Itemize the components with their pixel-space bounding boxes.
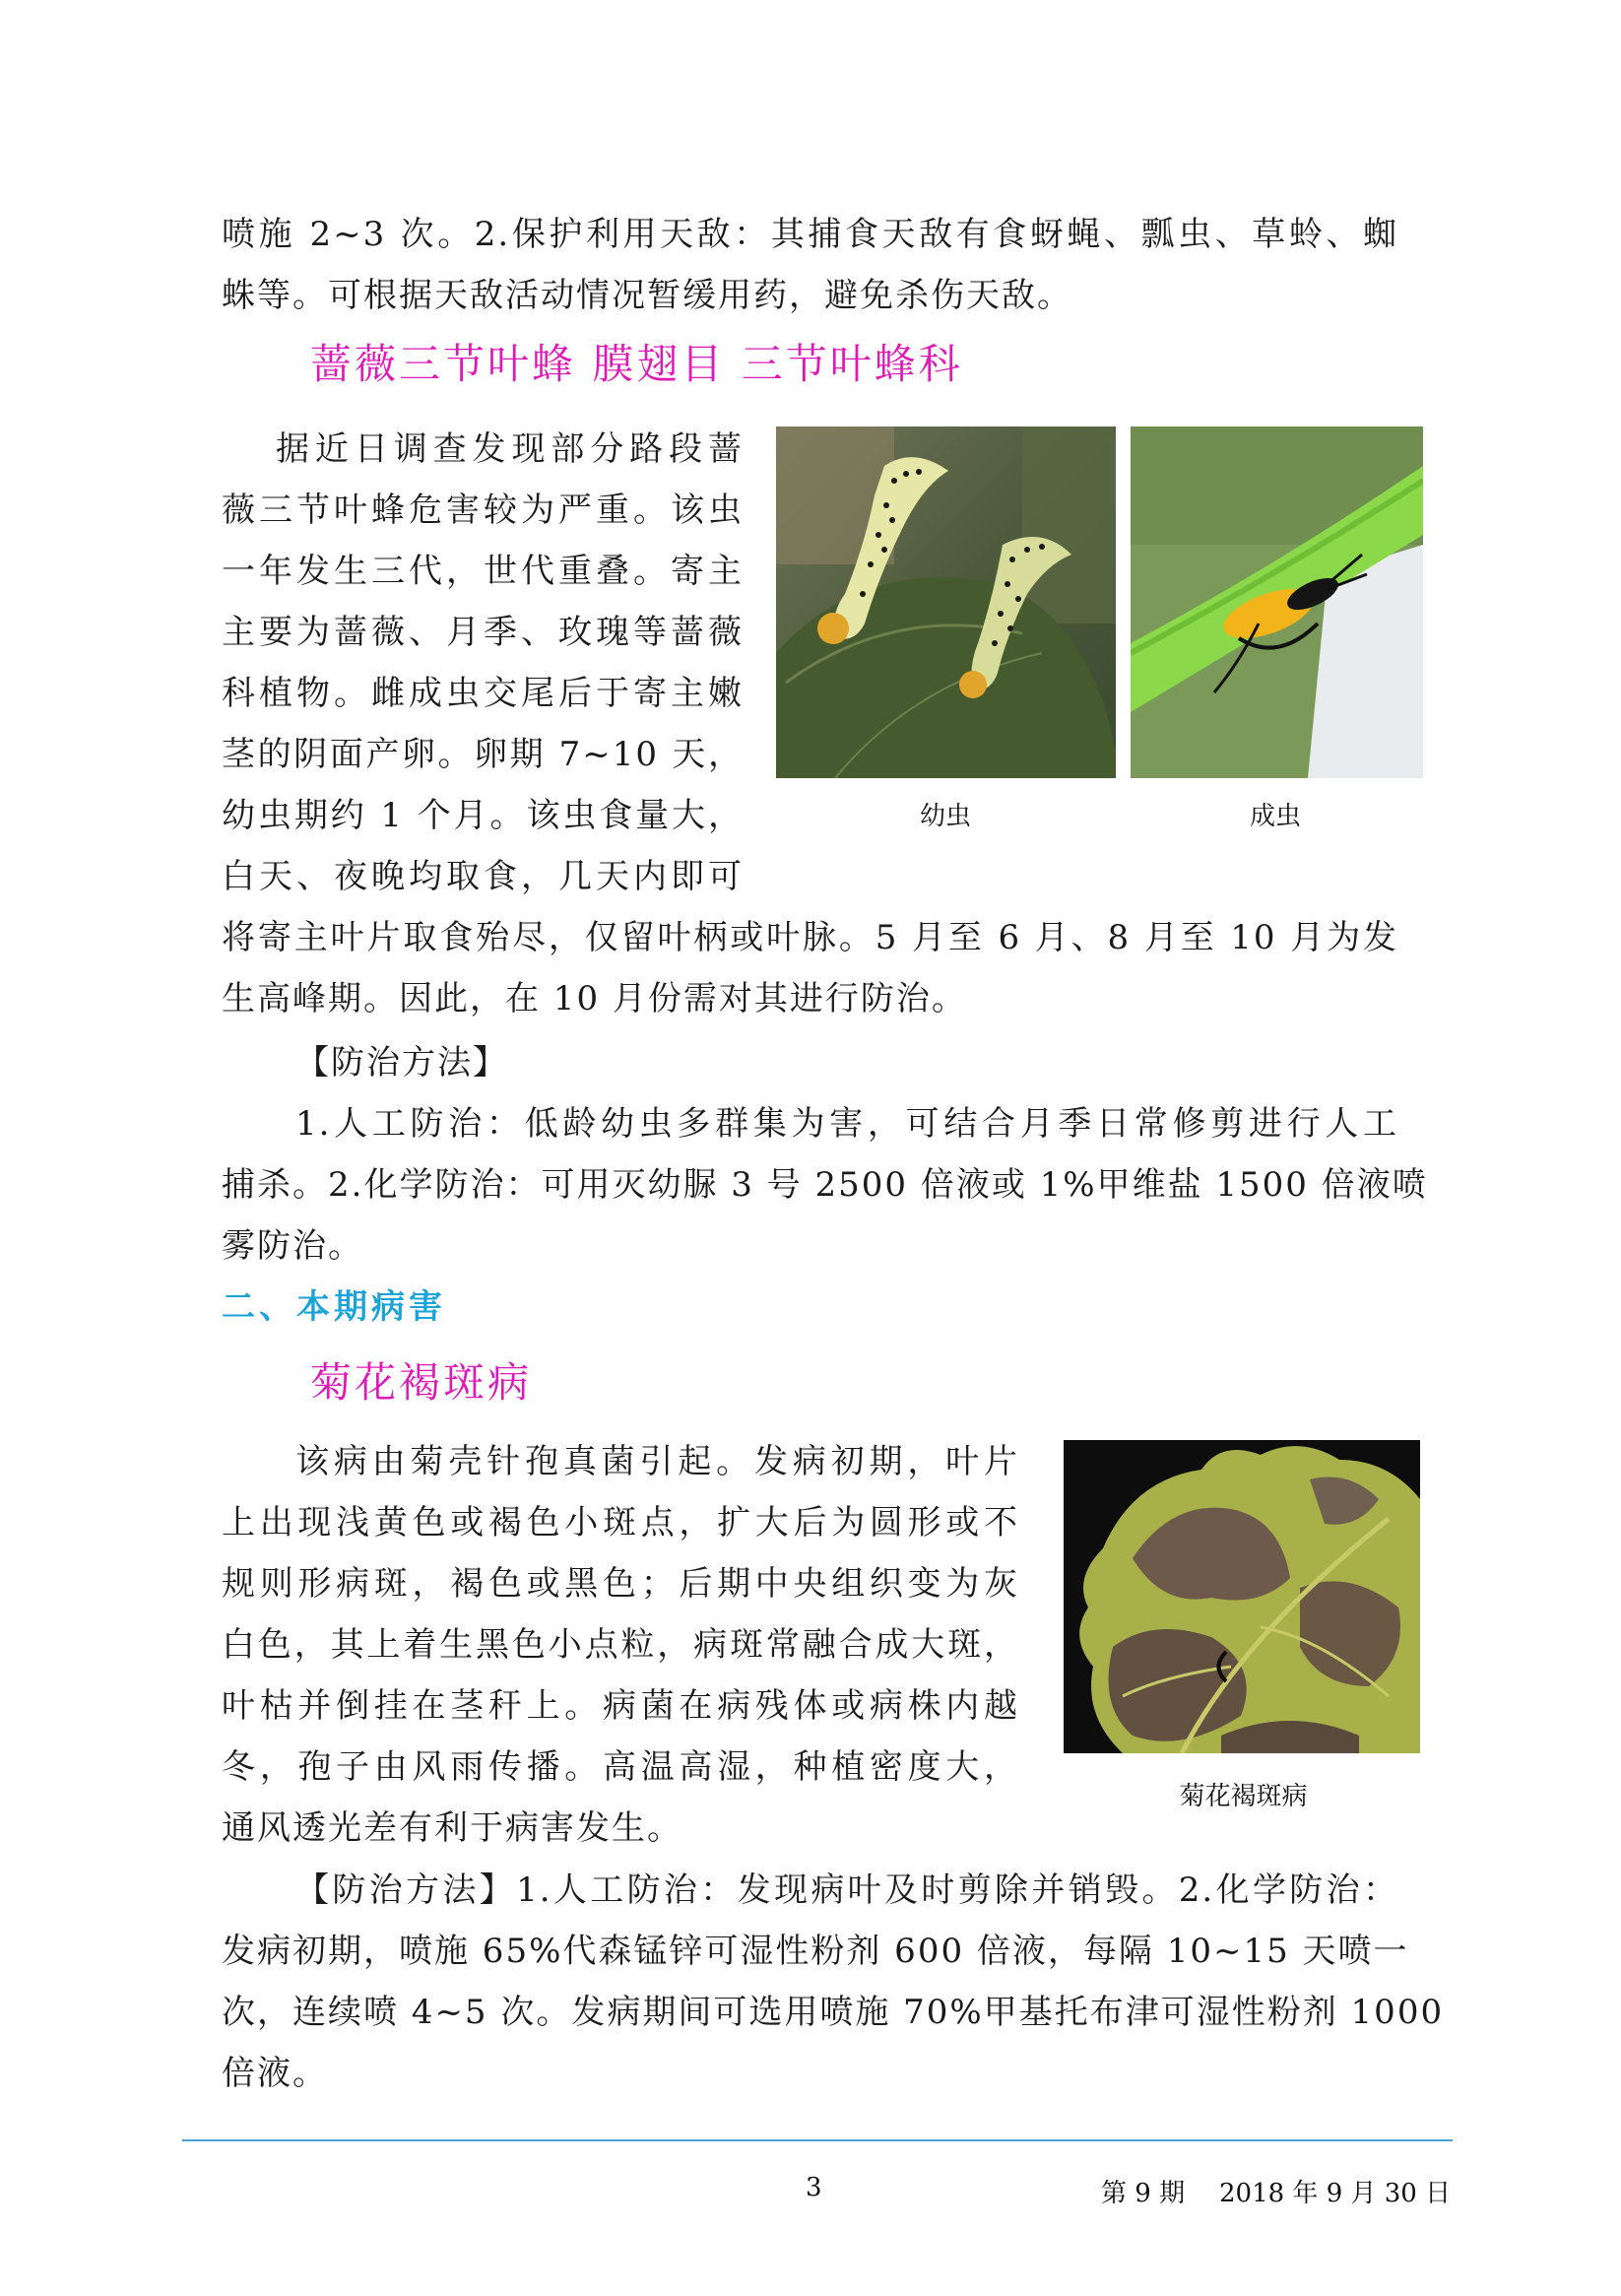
- issue-date: 2018 年 9 月 30 日: [1219, 2179, 1452, 2208]
- body-text-line: 幼虫期约 1 个月。该虫食量大，: [222, 796, 744, 835]
- body-text-line: 通风透光差有利于病害发生。: [222, 1808, 682, 1848]
- disease-title: 菊花褐斑病: [310, 1358, 533, 1407]
- body-text-line: 科植物。雌成虫交尾后于寄主嫩: [222, 674, 744, 713]
- body-text-line: 薇三节叶蜂危害较为严重。该虫: [222, 491, 744, 530]
- body-text-line: 蛛等。可根据天敌活动情况暂缓用药，避免杀伤天敌。: [222, 276, 1072, 315]
- body-text-line: 倍液。: [222, 2054, 328, 2093]
- body-text-line: 喷施 2~3 次。2.保护利用天敌：其捕食天敌有食蚜蝇、瓢虫、草蛉、蜘: [222, 215, 1398, 254]
- body-text-line: 发病初期，喷施 65%代森锰锌可湿性粉剂 600 倍液，每隔 10~15 天喷一: [222, 1932, 1409, 1971]
- body-text-line: 次，连续喷 4~5 次。发病期间可选用喷施 70%甲基托布津可湿性粉剂 1000: [222, 1993, 1445, 2032]
- pest-title: 蔷薇三节叶蜂 膜翅目 三节叶蜂科: [310, 340, 963, 388]
- body-text-line: 规则形病斑，褐色或黑色；后期中央组织变为灰: [222, 1564, 1019, 1604]
- body-text-line: 雾防治。: [222, 1226, 363, 1266]
- page-number: 3: [806, 2173, 822, 2202]
- body-text-line: 生高峰期。因此，在 10 月份需对其进行防治。: [222, 979, 967, 1018]
- footer-rule: [182, 2139, 1453, 2141]
- body-text-line: 上出现浅黄色或褐色小斑点，扩大后为圆形或不: [222, 1503, 1019, 1542]
- adult-caption: 成虫: [1249, 802, 1301, 831]
- leaf-disease-photo: [1064, 1440, 1420, 1753]
- body-text-line: 白天、夜晚均取食，几天内即可: [222, 857, 744, 896]
- control-heading: 【防治方法】: [295, 1043, 508, 1082]
- body-text-line: 将寄主叶片取食殆尽，仅留叶柄或叶脉。5 月至 6 月、8 月至 10 月为发: [222, 918, 1398, 957]
- body-text-line: 冬，孢子由风雨传播。高温高湿，种植密度大，: [222, 1747, 1019, 1787]
- body-text-line: 一年发生三代，世代重叠。寄主: [222, 552, 744, 591]
- body-text-line: 【防治方法】1.人工防治：发现病叶及时剪除并销毁。2.化学防治：: [295, 1870, 1398, 1910]
- body-text-line: 叶枯并倒挂在茎秆上。病菌在病残体或病株内越: [222, 1686, 1019, 1726]
- body-text-line: 1.人工防治：低龄幼虫多群集为害，可结合月季日常修剪进行人工: [295, 1104, 1398, 1144]
- body-text-line: 捕杀。2.化学防治：可用灭幼脲 3 号 2500 倍液或 1%甲维盐 1500 倍液喷: [222, 1165, 1428, 1205]
- body-text-line: 该病由菊壳针孢真菌引起。发病初期，叶片: [295, 1442, 1019, 1481]
- larva-caption: 幼虫: [919, 802, 971, 831]
- larva-photo: [776, 426, 1116, 778]
- body-text-line: 据近日调查发现部分路段蔷: [276, 429, 744, 469]
- issue-number: 第 9 期: [1101, 2179, 1186, 2208]
- adult-photo: [1131, 426, 1423, 778]
- disease-caption: 菊花褐斑病: [1179, 1782, 1308, 1811]
- body-text-line: 茎的阴面产卵。卵期 7~10 天，: [222, 735, 744, 774]
- section-heading: 二、本期病害: [222, 1287, 446, 1327]
- body-text-line: 白色，其上着生黑色小点粒，病斑常融合成大斑，: [222, 1625, 1019, 1665]
- body-text-line: 主要为蔷薇、月季、玫瑰等蔷薇: [222, 613, 744, 652]
